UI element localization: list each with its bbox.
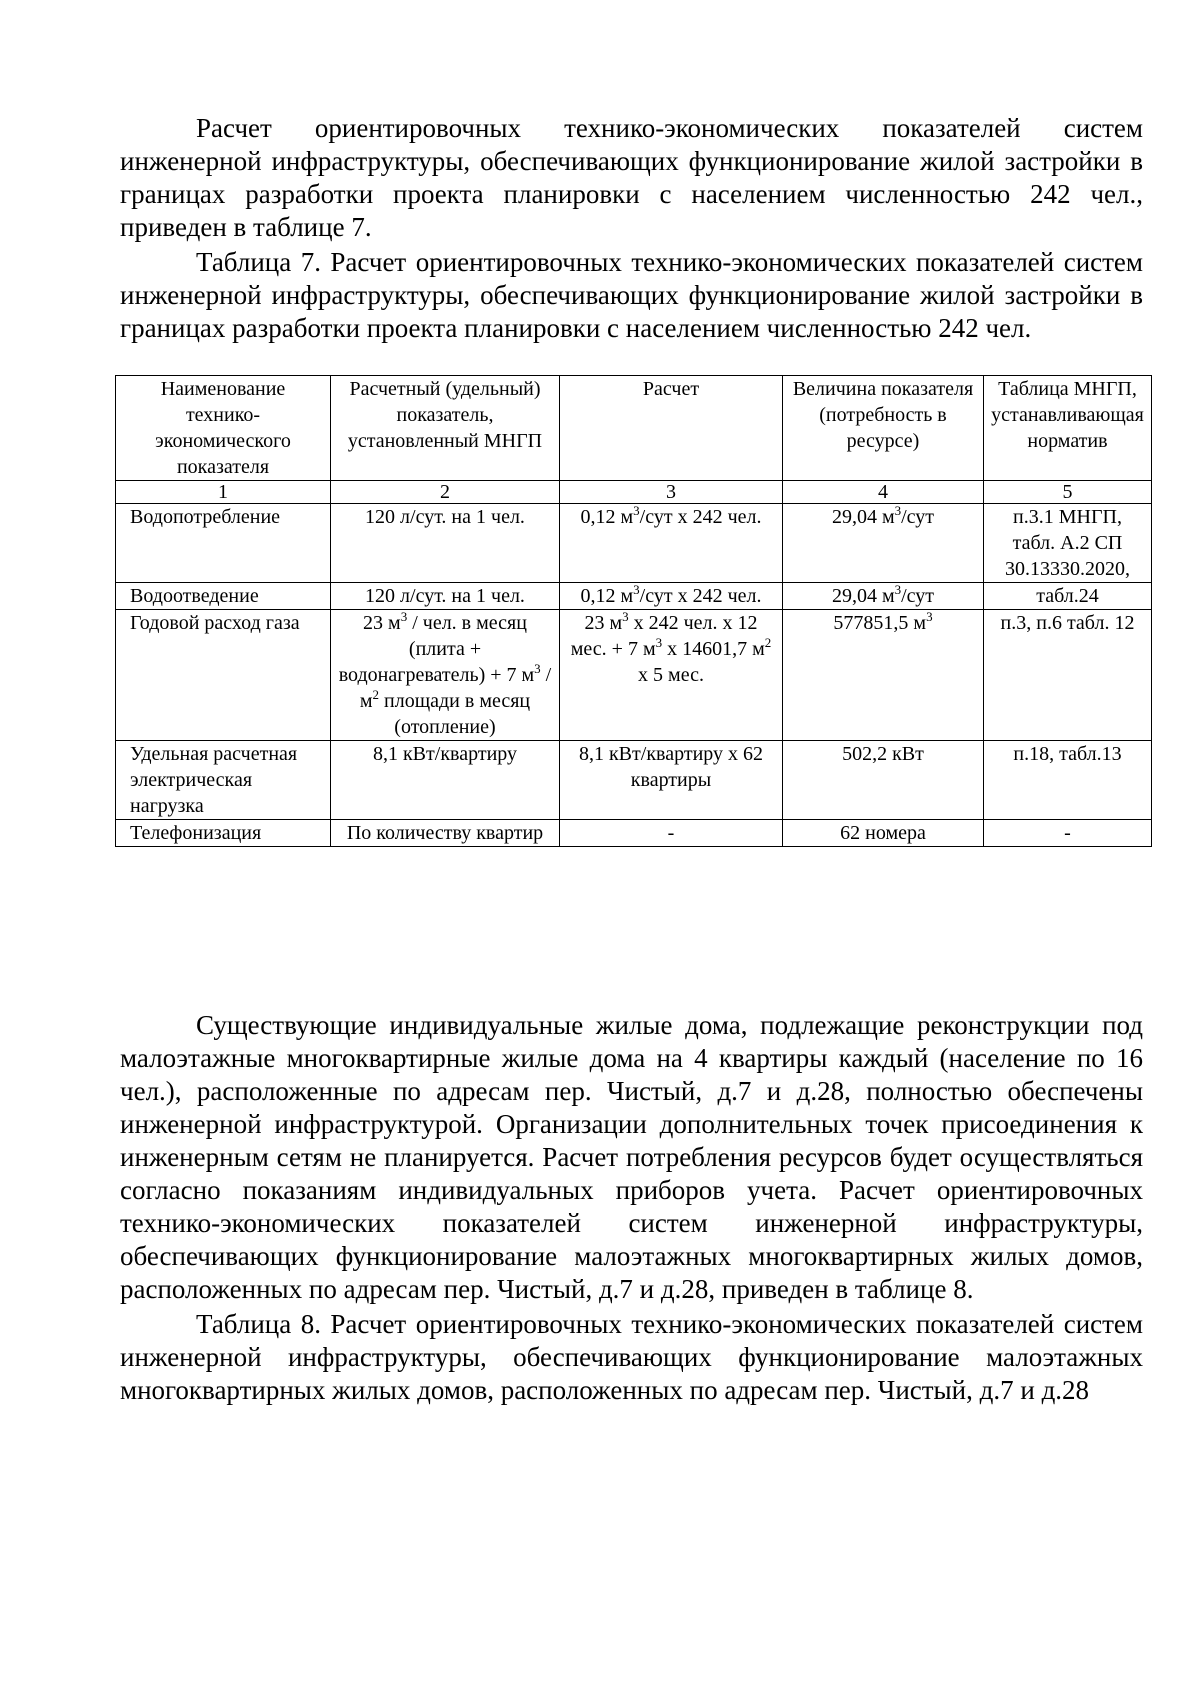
norm-reference: - xyxy=(984,820,1152,847)
indicator-name: Телефонизация xyxy=(116,820,331,847)
table-row xyxy=(116,583,1152,610)
norm-value: 120 л/сут. на 1 чел. xyxy=(331,583,560,610)
norm-value: 120 л/сут. на 1 чел. xyxy=(331,504,560,583)
norm-reference: п.3, п.6 табл. 12 xyxy=(984,610,1152,741)
document-page xyxy=(120,112,1144,1405)
intro-paragraph: Расчет ориентировочных технико-экономических показателей систем инженерной инфраструктуры, обеспечивающих функционирование жилой застройки в границах разработки проекта планировки с населением численностью 242 чел., приведен в таблице 7. xyxy=(120,113,1143,242)
norm-value: 23 $м^3$ / чел. в месяц (плита + водонагреватель) + 7 $м^3 / м^2$ площади в месяц (отопление) xyxy=(331,610,560,741)
header-cell: Расчет xyxy=(560,376,783,481)
column-number: 1 xyxy=(116,481,331,504)
norm-reference: табл.24 xyxy=(984,583,1152,610)
indicator-value: 577851,5 $м^3$ xyxy=(783,610,984,741)
indicator-name: Водоотведение xyxy=(116,583,331,610)
indicator-name: Годовой расход газа xyxy=(116,610,331,741)
column-number: 3 xyxy=(560,481,783,504)
body-paragraph: Существующие индивидуальные жилые дома, подлежащие реконструкции под малоэтажные многоквартирные жилые дома на 4 квартиры каждый (население по 16 чел.), расположенные по адресам пер. Чистый, д.7 и д.28, полностью обеспечены инженерной инфраструктурой. Организации дополнительных точек присоединения к инженерным сетям не планируется. Расчет потребления ресурсов будет осуществляться согласно показаниям индивидуальных приборов учета. Расчет ориентировочных технико-экономических показателей систем инженерной инфраструктуры, обеспечивающих функционирование малоэтажных многоквартирных жилых домов, расположенных по адресам пер. Чистый, д.7 и д.28, приведен в таблице 8. xyxy=(120,1010,1143,1304)
norm-reference: п.3.1 МНГП, табл. А.2 СП 30.13330.2020, xyxy=(984,504,1152,583)
column-number: 2 xyxy=(331,481,560,504)
header-cell: Наименование технико-экономического показателя xyxy=(116,376,331,481)
norm-value: 8,1 кВт/квартиру xyxy=(331,741,560,820)
calculation: - xyxy=(560,820,783,847)
column-number-row xyxy=(116,481,1152,504)
indicator-value: 29,04 $м^3$/сут xyxy=(783,583,984,610)
calculation: 0,12 $м^3$/сут х 242 чел. xyxy=(560,504,783,583)
header-cell: Величина показателя (потребность в ресурсе) xyxy=(783,376,984,481)
table7-caption: Таблица 7. Расчет ориентировочных технико-экономических показателей систем инженерной инфраструктуры, обеспечивающих функционирование жилой застройки в границах разработки проекта планировки с населением численностью 242 чел. xyxy=(120,247,1143,343)
table-row xyxy=(116,610,1152,741)
table-row xyxy=(116,820,1152,847)
header-cell: Таблица МНГП, устанавливающая норматив xyxy=(984,376,1152,481)
header-cell: Расчетный (удельный) показатель, установленный МНГП xyxy=(331,376,560,481)
table-row xyxy=(116,504,1152,583)
indicator-value: 502,2 кВт xyxy=(783,741,984,820)
norm-value: По количеству квартир xyxy=(331,820,560,847)
calculation: 0,12 $м^3$/сут х 242 чел. xyxy=(560,583,783,610)
column-number: 5 xyxy=(984,481,1152,504)
table8-caption: Таблица 8. Расчет ориентировочных технико-экономических показателей систем инженерной инфраструктуры, обеспечивающих функционирование малоэтажных многоквартирных жилых домов, расположенных по адресам пер. Чистый, д.7 и д.28 xyxy=(120,1309,1143,1405)
table-7 xyxy=(115,375,1152,847)
indicator-name: Удельная расчетная электрическая нагрузка xyxy=(116,741,331,820)
column-number: 4 xyxy=(783,481,984,504)
after-table-section xyxy=(120,1009,1143,1407)
norm-reference: п.18, табл.13 xyxy=(984,741,1152,820)
calculation: 8,1 кВт/квартиру х 62 квартиры xyxy=(560,741,783,820)
indicator-value: 62 номера xyxy=(783,820,984,847)
table-header-row xyxy=(116,376,1152,481)
indicator-value: 29,04 $м^3$/сут xyxy=(783,504,984,583)
indicator-name: Водопотребление xyxy=(116,504,331,583)
table-row xyxy=(116,741,1152,820)
calculation: 23 $м^3$ х 242 чел. х 12 мес. + 7 $м^3$ х 14601,7 $м^2$ х 5 мес. xyxy=(560,610,783,741)
